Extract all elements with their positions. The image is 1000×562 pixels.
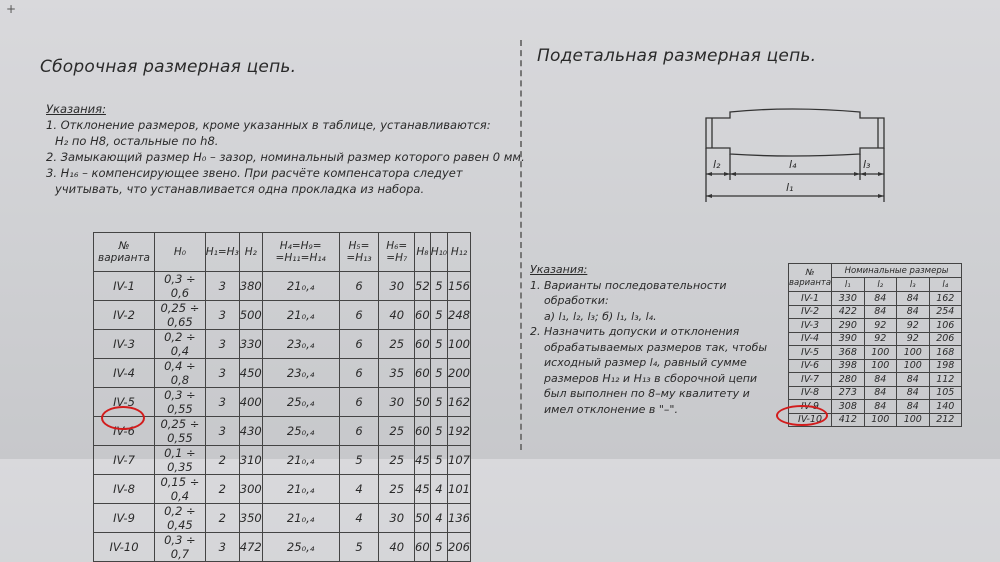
part-note-line: обрабатываемых размеров так, чтобы [544,340,768,354]
table-cell: 5 [430,301,447,330]
table-cell: 5 [430,446,447,475]
table-cell: IV-7 [789,373,832,387]
table-cell: IV-10 [789,413,832,427]
variant-header: № варианта [789,264,832,292]
plus-icon: + [6,2,17,16]
table-cell: 368 [832,346,864,360]
table-cell: 212 [929,413,961,427]
table-cell: 6 [339,388,379,417]
table-cell: 84 [864,373,896,387]
table-cell: 60 [415,533,431,562]
table-cell: IV-8 [789,386,832,400]
table-row [789,305,962,319]
table-cell: 100 [448,330,471,359]
table-cell: 106 [929,319,961,333]
table-row [94,504,471,533]
table-cell: IV-3 [789,319,832,333]
table-cell: 40 [379,533,415,562]
table-cell: 290 [832,319,864,333]
table-cell: 100 [897,413,929,427]
assembly-chain-title: Сборочная размерная цепь. [40,57,297,77]
assembly-table-header: H₅= =H₁₃ [339,233,379,272]
table-cell: 40 [379,301,415,330]
table-row [94,359,471,388]
table-cell: IV-10 [94,533,155,562]
assembly-table-header: H₈ [415,233,431,272]
table-cell: 400 [239,388,262,417]
table-cell: 6 [339,301,379,330]
table-cell: IV-6 [94,417,155,446]
table-cell: IV-9 [789,400,832,414]
table-cell: 450 [239,359,262,388]
assembly-table-header: № варианта [94,233,155,272]
nominal-size-subheader: l₃ [897,278,929,292]
table-cell: 25 [379,330,415,359]
nominal-size-subheader: l₂ [864,278,896,292]
table-cell: 2 [205,475,239,504]
table-cell: 6 [339,417,379,446]
table-cell: 3 [205,359,239,388]
assembly-note-line: 1. Отклонение размеров, кроме указанных в таблице, устанавливаются: [46,118,491,132]
dim-label-l2: l₂ [713,158,721,171]
assembly-notes [46,101,525,197]
table-cell: 4 [339,504,379,533]
table-cell: 107 [448,446,471,475]
table-cell: 92 [864,332,896,346]
table-cell: 472 [239,533,262,562]
table-cell: 330 [832,292,864,306]
table-cell: 422 [832,305,864,319]
table-cell: 4 [430,504,447,533]
table-row [94,475,471,504]
table-cell: 200 [448,359,471,388]
table-cell: 25 [379,417,415,446]
table-cell: 0,2 ÷ 0,45 [155,504,206,533]
table-cell: 162 [448,388,471,417]
table-cell: IV-7 [94,446,155,475]
table-cell: 330 [239,330,262,359]
table-cell: IV-4 [789,332,832,346]
dim-label-l3: l₃ [863,158,871,171]
table-cell: 60 [415,330,431,359]
variant-iv-9-highlight-circle [101,406,145,430]
table-row [789,332,962,346]
table-cell: 50 [415,388,431,417]
table-cell: 84 [897,305,929,319]
table-cell: 136 [448,504,471,533]
table-cell: 5 [339,533,379,562]
table-cell: 162 [929,292,961,306]
table-cell: 45 [415,446,431,475]
table-cell: 25 [379,446,415,475]
table-cell: 6 [339,272,379,301]
table-row [94,533,471,562]
table-cell: 280 [832,373,864,387]
table-cell: 273 [832,386,864,400]
table-cell: 0,3 ÷ 0,55 [155,388,206,417]
table-cell: 21₀,₄ [262,272,339,301]
table-cell: IV-3 [94,330,155,359]
table-cell: 0,4 ÷ 0,8 [155,359,206,388]
table-cell: 25₀,₄ [262,417,339,446]
table-cell: 105 [929,386,961,400]
table-cell: 310 [239,446,262,475]
table-cell: 248 [448,301,471,330]
table-cell: 101 [448,475,471,504]
part-notes [530,262,767,417]
table-cell: 84 [897,373,929,387]
table-cell: 0,25 ÷ 0,65 [155,301,206,330]
table-cell: 6 [339,359,379,388]
table-cell: IV-9 [94,504,155,533]
table-cell: 3 [205,272,239,301]
table-cell: 140 [929,400,961,414]
table-cell: 23₀,₄ [262,359,339,388]
table-cell: 156 [448,272,471,301]
table-cell: 112 [929,373,961,387]
table-cell: IV-4 [94,359,155,388]
table-cell: 23₀,₄ [262,330,339,359]
table-cell: 30 [379,388,415,417]
table-row [94,388,471,417]
table-cell: 84 [864,305,896,319]
table-cell: 30 [379,504,415,533]
table-cell: 84 [864,292,896,306]
table-cell: 21₀,₄ [262,446,339,475]
table-cell: 380 [239,272,262,301]
part-note-line: имел отклонение в "–". [544,402,678,416]
table-cell: 5 [430,272,447,301]
table-row [789,346,962,360]
assembly-notes-header: Указания: [46,102,106,116]
nominal-sizes-header: Номинальные размеры [832,264,962,278]
table-row [94,301,471,330]
table-row [94,330,471,359]
table-cell: 21₀,₄ [262,301,339,330]
table-cell: 0,2 ÷ 0,4 [155,330,206,359]
table-cell: 430 [239,417,262,446]
table-cell: 5 [339,446,379,475]
table-cell: 25₀,₄ [262,388,339,417]
table-row [94,446,471,475]
part-note-line: размеров H₁₂ и H₁₃ в сборочной цепи [544,371,758,385]
table-cell: 84 [897,386,929,400]
dim-label-l1: l₁ [786,181,794,194]
table-cell: IV-8 [94,475,155,504]
part-note-line: был выполнен по 8–му квалитету и [544,387,750,400]
table-cell: 5 [430,330,447,359]
table-cell: 206 [448,533,471,562]
table-row [789,359,962,373]
table-row [789,292,962,306]
table-cell: 4 [430,475,447,504]
table-cell: 6 [339,330,379,359]
assembly-table-header: H₆= =H₇ [379,233,415,272]
table-cell: 5 [430,388,447,417]
table-cell: 5 [430,359,447,388]
panel-divider [520,40,522,450]
part-note-line: 1. Варианты последовательности [530,278,727,292]
table-cell: IV-6 [789,359,832,373]
table-cell: 198 [929,359,961,373]
table-cell: 2 [205,446,239,475]
table-cell: 84 [864,400,896,414]
table-cell: IV-1 [94,272,155,301]
table-cell: 100 [897,346,929,360]
table-cell: IV-2 [94,301,155,330]
table-cell: 25 [379,475,415,504]
table-cell: 3 [205,417,239,446]
table-cell: 25₀,₄ [262,533,339,562]
table-cell: 35 [379,359,415,388]
table-cell: 84 [897,400,929,414]
table-cell: 412 [832,413,864,427]
table-cell: 45 [415,475,431,504]
table-cell: IV-5 [94,388,155,417]
table-cell: 92 [864,319,896,333]
assembly-table-header: H₁=H₃ [205,233,239,272]
table-cell: 390 [832,332,864,346]
table-cell: 0,3 ÷ 0,7 [155,533,206,562]
table-cell: 308 [832,400,864,414]
assembly-note-line: 3. H₁₆ – компенсирующее звено. При расчёте компенсатора следует [46,166,463,180]
part-chain-title: Подетальная размерная цепь. [537,46,817,66]
assembly-table-header: H₂ [239,233,262,272]
table-cell: IV-1 [789,292,832,306]
table-cell: 168 [929,346,961,360]
table-row [789,386,962,400]
table-cell: 92 [897,332,929,346]
part-note-line: а) l₁, l₂, l₃; б) l₁, l₃, l₄. [544,309,657,323]
table-cell: 30 [379,272,415,301]
table-cell: 350 [239,504,262,533]
table-cell: 100 [864,413,896,427]
assembly-table-header: H₁₂ [448,233,471,272]
assembly-dimensions-table [93,232,471,562]
table-cell: 60 [415,301,431,330]
table-cell: 2 [205,504,239,533]
table-cell: 84 [864,386,896,400]
table-cell: 3 [205,388,239,417]
shaft-drawing [690,100,900,210]
assembly-note-line: H₂ по H8, остальные по h8. [55,134,219,148]
table-cell: 5 [430,417,447,446]
table-cell: IV-2 [789,305,832,319]
table-cell: 52 [415,272,431,301]
nominal-size-subheader: l₁ [832,278,864,292]
table-cell: IV-5 [789,346,832,360]
table-cell: 0,25 ÷ 0,55 [155,417,206,446]
table-cell: 60 [415,417,431,446]
nominal-size-subheader: l₄ [929,278,961,292]
table-cell: 206 [929,332,961,346]
table-row [94,272,471,301]
part-note-line: обработки: [544,294,609,307]
table-cell: 3 [205,330,239,359]
table-cell: 3 [205,533,239,562]
part-notes-header: Указания: [530,263,588,276]
assembly-note-line: 2. Замыкающий размер H₀ – зазор, номинальный размер которого равен 0 мм. [46,150,525,164]
assembly-table-header: H₁₀ [430,233,447,272]
table-cell: 100 [864,346,896,360]
part-note-line: 2. Назначить допуски и отклонения [530,325,740,338]
table-cell: 100 [897,359,929,373]
assembly-note-line: учитывать, что устанавливается одна прокладка из набора. [55,182,425,196]
table-cell: 0,1 ÷ 0,35 [155,446,206,475]
table-row [789,373,962,387]
part-note-line: исходный размер l₄, равный сумме [544,356,747,369]
table-cell: 84 [897,292,929,306]
table-cell: 5 [430,533,447,562]
table-row [789,319,962,333]
table-row [94,417,471,446]
table-cell: 21₀,₄ [262,475,339,504]
table-cell: 192 [448,417,471,446]
table-cell: 0,15 ÷ 0,4 [155,475,206,504]
part-dimensions-table [788,263,962,427]
assembly-table-header: H₀ [155,233,206,272]
table-cell: 254 [929,305,961,319]
table-cell: 50 [415,504,431,533]
table-cell: 100 [864,359,896,373]
table-cell: 398 [832,359,864,373]
assembly-table-header: H₄=H₉= =H₁₁=H₁₄ [262,233,339,272]
dim-label-l4: l₄ [789,158,797,171]
table-cell: 0,3 ÷ 0,6 [155,272,206,301]
table-cell: 60 [415,359,431,388]
table-cell: 4 [339,475,379,504]
table-cell: 3 [205,301,239,330]
variant-iv-9-highlight-circle [776,405,828,426]
table-cell: 500 [239,301,262,330]
table-cell: 300 [239,475,262,504]
table-cell: 21₀,₄ [262,504,339,533]
table-cell: 92 [897,319,929,333]
